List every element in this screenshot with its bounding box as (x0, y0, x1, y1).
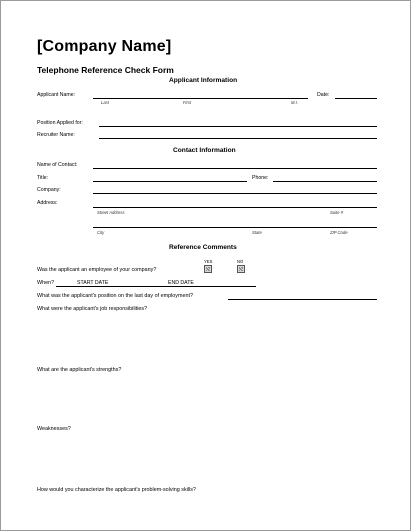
recruiter-name-label: Recruiter Name: (37, 132, 75, 138)
form-title: Telephone Reference Check Form (37, 65, 174, 75)
contact-name-field[interactable] (93, 168, 377, 169)
weaknesses-question: Weaknesses? (37, 426, 71, 432)
position-applied-field[interactable] (99, 126, 377, 127)
city-state-zip-field[interactable] (93, 227, 377, 228)
zip-caption: ZIP Code (330, 230, 348, 235)
street-address-field[interactable] (93, 207, 377, 208)
last-position-field[interactable] (228, 299, 377, 300)
employee-question: Was the applicant an employee of your company? (37, 267, 157, 273)
contact-phone-label: Phone: (252, 175, 269, 181)
responsibilities-question: What were the applicant's job responsibilities? (37, 306, 148, 312)
problem-solving-question: How would you characterize the applicant's problem-solving skills? (37, 487, 196, 493)
recruiter-name-field[interactable] (99, 138, 377, 139)
applicant-name-label: Applicant Name: (37, 92, 76, 98)
suite-caption: Suite # (330, 210, 344, 215)
contact-address-label: Address: (37, 200, 58, 206)
contact-title-field[interactable] (93, 181, 247, 182)
employee-yes-checkbox[interactable] (204, 265, 212, 273)
contact-company-field[interactable] (93, 193, 377, 194)
yes-label: YES (204, 259, 213, 264)
city-caption: City (97, 230, 105, 235)
company-name: [Company Name] (37, 38, 172, 55)
mi-caption: M.I. (291, 100, 298, 105)
street-address-caption: Street Address (97, 210, 125, 215)
contact-company-label: Company: (37, 187, 61, 193)
position-applied-label: Position Applied for: (37, 120, 83, 126)
no-label: NO (237, 259, 244, 264)
last-name-caption: Last (101, 100, 109, 105)
start-date-label: START DATE (77, 280, 109, 286)
strengths-question: What are the applicant's strengths? (37, 367, 122, 373)
applicant-name-field[interactable] (93, 98, 308, 99)
reference-section-heading: Reference Comments (169, 244, 237, 251)
when-label: When? (37, 280, 55, 286)
employment-dates-field[interactable] (56, 286, 256, 287)
contact-phone-field[interactable] (273, 181, 377, 182)
contact-section-heading: Contact Information (173, 147, 236, 154)
contact-name-label: Name of Contact: (37, 162, 78, 168)
contact-title-label: Title: (37, 175, 49, 181)
first-name-caption: First (183, 100, 192, 105)
applicant-section-heading: Applicant Information (169, 77, 238, 84)
date-label: Date: (317, 92, 330, 98)
employee-no-checkbox[interactable] (237, 265, 245, 273)
end-date-label: END DATE (168, 280, 194, 286)
state-caption: State (252, 230, 262, 235)
position-question: What was the applicant's position on the last day of employment? (37, 293, 193, 299)
date-field[interactable] (335, 98, 377, 99)
